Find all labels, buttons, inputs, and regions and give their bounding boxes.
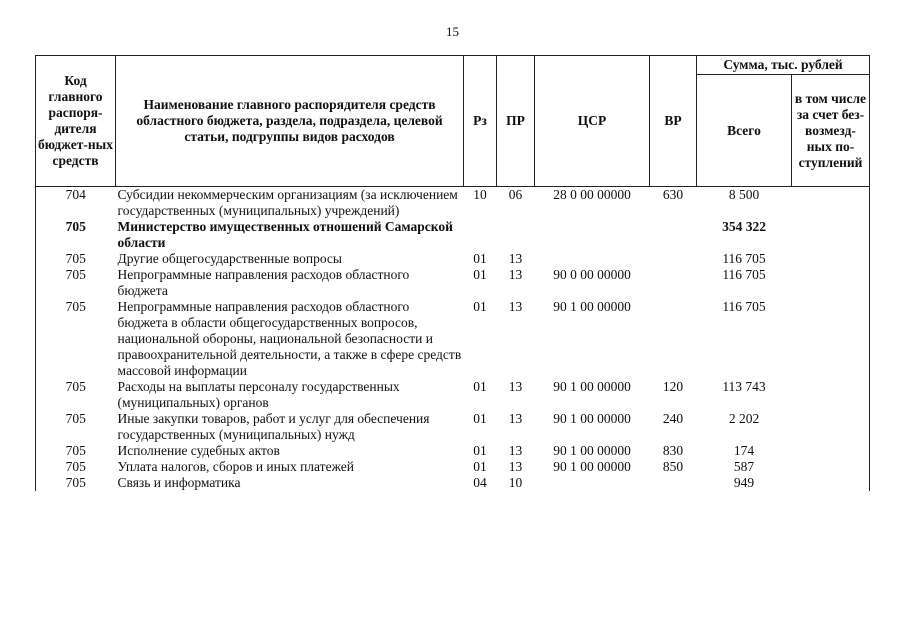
cell-pr: 13 (508, 459, 523, 474)
table-row (36, 475, 870, 491)
table-row (36, 299, 870, 379)
cell-rz: 01 (473, 459, 487, 474)
cell-pr: 10 (508, 475, 523, 490)
cell-name: Иные закупки товаров, работ и услуг для обеспечения государственных (муниципальных) нужд (117, 411, 430, 442)
cell-csr: 90 1 00 00000 (553, 379, 631, 394)
table-row (36, 251, 870, 267)
cell-name: Непрограммные направления расходов областного бюджета (117, 267, 410, 298)
cell-rz: 01 (473, 411, 487, 426)
cell-vr: 240 (662, 411, 684, 426)
cell-csr: 90 0 00 00000 (553, 267, 631, 282)
header-vr: ВР (650, 56, 697, 187)
cell-total: 8 500 (728, 187, 760, 202)
cell-gratuitous (792, 267, 870, 299)
cell-name: Другие общегосударственные вопросы (117, 251, 342, 266)
cell-total: 116 705 (722, 267, 766, 282)
page-number: 15 (446, 24, 459, 39)
cell-csr: 90 1 00 00000 (553, 299, 631, 314)
cell-rz: 01 (473, 251, 487, 266)
cell-csr (535, 251, 650, 267)
cell-gratuitous (792, 475, 870, 491)
table-row (36, 219, 870, 251)
cell-gratuitous (792, 219, 870, 251)
cell-gratuitous (792, 443, 870, 459)
cell-rz: 10 (473, 187, 487, 202)
table-header (36, 56, 870, 187)
cell-gratuitous (792, 411, 870, 443)
cell-vr: 630 (662, 187, 684, 202)
cell-total: 174 (733, 443, 755, 458)
cell-code: 705 (36, 475, 116, 491)
cell-code: 704 (36, 187, 116, 220)
cell-vr: 120 (662, 379, 684, 394)
table-row (36, 459, 870, 475)
table-row (36, 379, 870, 411)
cell-code: 705 (36, 379, 116, 411)
cell-code: 705 (36, 299, 116, 379)
cell-total: 587 (733, 459, 755, 474)
cell-vr (650, 251, 697, 267)
cell-gratuitous (792, 379, 870, 411)
budget-table (35, 55, 870, 491)
cell-pr: 13 (508, 379, 523, 394)
cell-total: 949 (733, 475, 755, 490)
cell-total: 2 202 (728, 411, 760, 426)
cell-csr: 28 0 00 00000 (553, 187, 631, 202)
table-row (36, 411, 870, 443)
cell-rz: 01 (473, 379, 487, 394)
cell-pr: 13 (508, 443, 523, 458)
header-rz: Рз (464, 56, 497, 187)
cell-code: 705 (36, 411, 116, 443)
cell-name: Расходы на выплаты персоналу государственных (муниципальных) органов (117, 379, 400, 410)
cell-rz: 01 (473, 443, 487, 458)
cell-vr (650, 475, 697, 491)
cell-vr (650, 299, 697, 379)
cell-gratuitous (792, 187, 870, 220)
cell-rz: 01 (473, 299, 487, 314)
cell-name: Непрограммные направления расходов областного бюджета в области общегосударственных вопросов, национальной обороны, национальной безопасности и правоохранительной деятельности, а также в сфере средств массовой информации (117, 299, 462, 378)
cell-code: 705 (36, 219, 116, 251)
cell-pr: 13 (508, 411, 523, 426)
cell-csr (535, 475, 650, 491)
cell-csr: 90 1 00 00000 (553, 443, 631, 458)
header-sum: Сумма, тыс. рублей (697, 56, 870, 75)
cell-total: 116 705 (722, 299, 766, 314)
cell-total: 113 743 (722, 379, 766, 394)
cell-rz: 01 (473, 267, 487, 282)
cell-name: Исполнение судебных актов (117, 443, 280, 458)
cell-code: 705 (36, 251, 116, 267)
cell-pr (497, 219, 535, 251)
cell-name: Министерство имущественных отношений Самарской области (117, 219, 453, 250)
cell-name: Связь и информатика (117, 475, 241, 490)
cell-vr: 850 (662, 459, 684, 474)
cell-pr: 06 (508, 187, 523, 202)
cell-vr (650, 219, 697, 251)
table-body (36, 187, 870, 492)
header-pr: ПР (497, 56, 535, 187)
cell-gratuitous (792, 251, 870, 267)
cell-pr: 13 (508, 267, 523, 282)
cell-pr: 13 (508, 251, 523, 266)
cell-csr (535, 219, 650, 251)
header-gratuitous: в том числе за счет без-возмезд-ных по-ступлений (792, 75, 870, 187)
cell-csr: 90 1 00 00000 (553, 459, 631, 474)
cell-rz (464, 219, 497, 251)
cell-rz: 04 (473, 475, 487, 490)
cell-csr: 90 1 00 00000 (553, 411, 631, 426)
cell-gratuitous (792, 459, 870, 475)
header-total: Всего (697, 75, 792, 187)
cell-total: 116 705 (722, 251, 766, 266)
header-code: Код главного распоря-дителя бюджет-ных средств (36, 56, 116, 187)
cell-name: Уплата налогов, сборов и иных платежей (117, 459, 354, 474)
header-name: Наименование главного распорядителя средств областного бюджета, раздела, подраздела, целевой статьи, подгруппы видов расходов (116, 56, 464, 187)
cell-gratuitous (792, 299, 870, 379)
cell-name: Субсидии некоммерческим организациям (за исключением государственных (муниципальных) учреждений) (117, 187, 458, 218)
cell-code: 705 (36, 459, 116, 475)
cell-code: 705 (36, 267, 116, 299)
table-row (36, 443, 870, 459)
cell-total: 354 322 (722, 219, 766, 234)
table-row (36, 267, 870, 299)
cell-pr: 13 (508, 299, 523, 314)
cell-vr (650, 267, 697, 299)
cell-vr: 830 (662, 443, 684, 458)
table-row (36, 187, 870, 220)
header-csr: ЦСР (535, 56, 650, 187)
cell-code: 705 (36, 443, 116, 459)
